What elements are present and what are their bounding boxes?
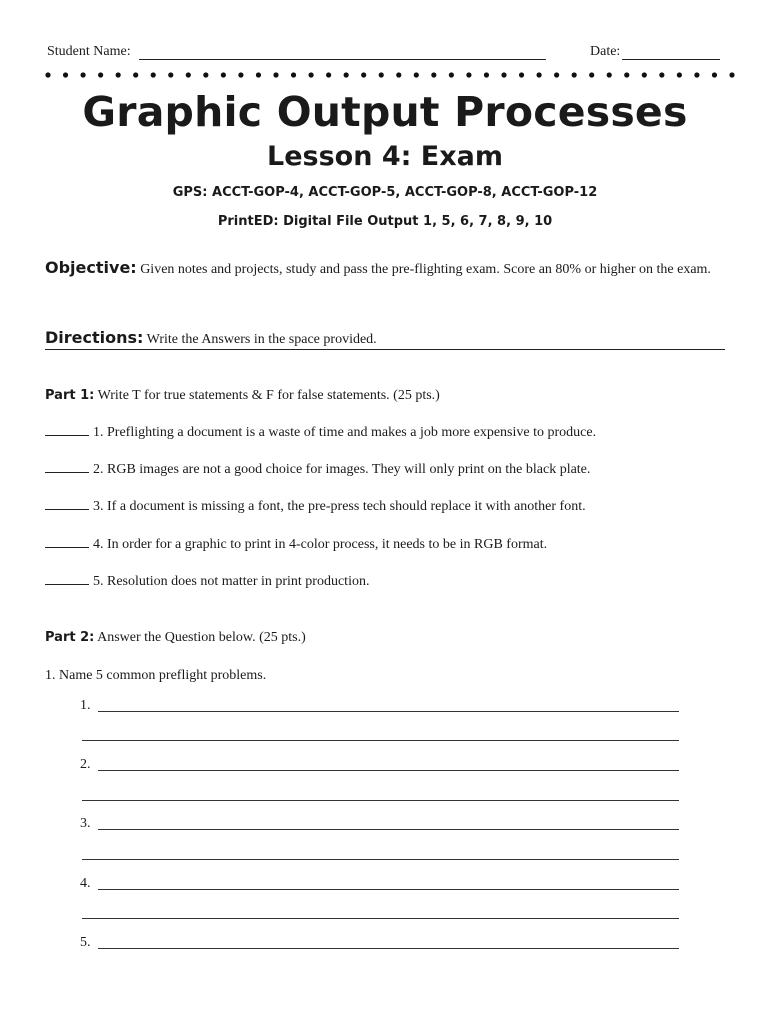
tf-statement: 4. In order for a graphic to print in 4-color process, it needs to be in RGB format. bbox=[93, 537, 548, 552]
divider-dot bbox=[642, 72, 647, 77]
answer-line[interactable] bbox=[98, 889, 679, 890]
divider-dot bbox=[466, 72, 471, 77]
divider-dot bbox=[256, 72, 261, 77]
divider-dot bbox=[273, 72, 278, 77]
part1-heading bbox=[45, 388, 440, 404]
tf-item bbox=[45, 574, 369, 590]
part1-instructions: Write T for true statements & F for false statements. (25 pts.) bbox=[94, 388, 440, 403]
divider-dot bbox=[379, 72, 384, 77]
answer-line[interactable] bbox=[82, 918, 679, 919]
divider-dot bbox=[677, 72, 682, 77]
tf-item bbox=[45, 425, 596, 441]
divider-dot bbox=[186, 72, 191, 77]
objective-label: Objective: bbox=[45, 258, 137, 277]
answer-line[interactable] bbox=[98, 829, 679, 830]
divider-dot bbox=[449, 72, 454, 77]
tf-statement: 1. Preflighting a document is a waste of time and makes a job more expensive to produce. bbox=[93, 425, 597, 440]
directions-label: Directions: bbox=[45, 328, 144, 347]
divider-dot bbox=[133, 72, 138, 77]
divider-dot bbox=[554, 72, 559, 77]
divider-dot bbox=[572, 72, 577, 77]
divider-dot bbox=[607, 72, 612, 77]
divider-dot bbox=[45, 72, 50, 77]
divider-dot bbox=[238, 72, 243, 77]
page-title: Graphic Output Processes bbox=[82, 88, 688, 136]
answer-line[interactable] bbox=[98, 948, 679, 949]
answer-line[interactable] bbox=[82, 800, 679, 801]
divider-dot bbox=[694, 72, 699, 77]
divider-dot bbox=[624, 72, 629, 77]
divider-dot bbox=[344, 72, 349, 77]
divider-dot bbox=[98, 72, 103, 77]
divider-dot bbox=[361, 72, 366, 77]
divider-dot bbox=[168, 72, 173, 77]
answer-line[interactable] bbox=[82, 740, 679, 741]
answer-blank[interactable] bbox=[45, 508, 89, 510]
divider-dot bbox=[80, 72, 85, 77]
gps-standards: GPS: ACCT-GOP-4, ACCT-GOP-5, ACCT-GOP-8, ACCT-GOP-12 bbox=[172, 185, 598, 200]
divider-dot bbox=[396, 72, 401, 77]
divider-dot bbox=[151, 72, 156, 77]
directions-paragraph bbox=[45, 328, 725, 350]
part1-label: Part 1: bbox=[45, 388, 95, 403]
part2-label: Part 2: bbox=[45, 630, 95, 645]
directions-text: Write the Answers in the space provided. bbox=[143, 332, 377, 347]
date-field[interactable] bbox=[622, 59, 720, 60]
divider-dot bbox=[221, 72, 226, 77]
objective-text: Given notes and projects, study and pass the pre-flighting exam. Score an 80% or higher on the exam. bbox=[136, 262, 711, 277]
answer-line[interactable] bbox=[98, 770, 679, 771]
answer-blank[interactable] bbox=[45, 583, 89, 585]
tf-statement: 2. RGB images are not a good choice for images. They will only print on the black plate. bbox=[93, 462, 591, 477]
divider-dot bbox=[712, 72, 717, 77]
divider-dot bbox=[659, 72, 664, 77]
question-text: 1. Name 5 common preflight problems. bbox=[45, 668, 267, 683]
tf-statement: 5. Resolution does not matter in print production. bbox=[93, 574, 370, 589]
tf-statement: 3. If a document is missing a font, the pre-press tech should replace it with another font. bbox=[93, 499, 586, 514]
answer-number: 4. bbox=[80, 876, 91, 891]
divider-dot bbox=[589, 72, 594, 77]
answer-line[interactable] bbox=[98, 711, 679, 712]
divider-dot bbox=[326, 72, 331, 77]
divider-dot bbox=[414, 72, 419, 77]
printed-standards: PrintED: Digital File Output 1, 5, 6, 7, 8, 9, 10 bbox=[217, 214, 553, 229]
tf-item bbox=[45, 499, 586, 515]
student-name-field[interactable] bbox=[139, 59, 546, 60]
answer-blank[interactable] bbox=[45, 546, 89, 548]
part2-heading bbox=[45, 630, 306, 646]
divider-dot bbox=[729, 72, 734, 77]
divider-dot bbox=[308, 72, 313, 77]
divider-dot bbox=[63, 72, 68, 77]
date-label: Date: bbox=[590, 44, 621, 59]
answer-number: 3. bbox=[80, 816, 91, 831]
tf-item bbox=[45, 537, 547, 553]
divider-dot bbox=[519, 72, 524, 77]
divider-dot bbox=[501, 72, 506, 77]
answer-line[interactable] bbox=[82, 859, 679, 860]
divider-dot bbox=[484, 72, 489, 77]
divider-dot bbox=[431, 72, 436, 77]
tf-item bbox=[45, 462, 590, 478]
objective-paragraph bbox=[45, 256, 725, 282]
answer-blank[interactable] bbox=[45, 434, 89, 436]
part2-instructions: Answer the Question below. (25 pts.) bbox=[94, 630, 306, 645]
divider-dot bbox=[116, 72, 121, 77]
page-subtitle: Lesson 4: Exam bbox=[266, 141, 504, 172]
dotted-divider bbox=[44, 70, 736, 80]
answer-number: 2. bbox=[80, 757, 91, 772]
divider-dot bbox=[203, 72, 208, 77]
divider-dot bbox=[291, 72, 296, 77]
answer-number: 1. bbox=[80, 698, 91, 713]
answer-number: 5. bbox=[80, 935, 91, 950]
answer-blank[interactable] bbox=[45, 471, 89, 473]
divider-dot bbox=[536, 72, 541, 77]
student-name-label: Student Name: bbox=[47, 44, 131, 59]
